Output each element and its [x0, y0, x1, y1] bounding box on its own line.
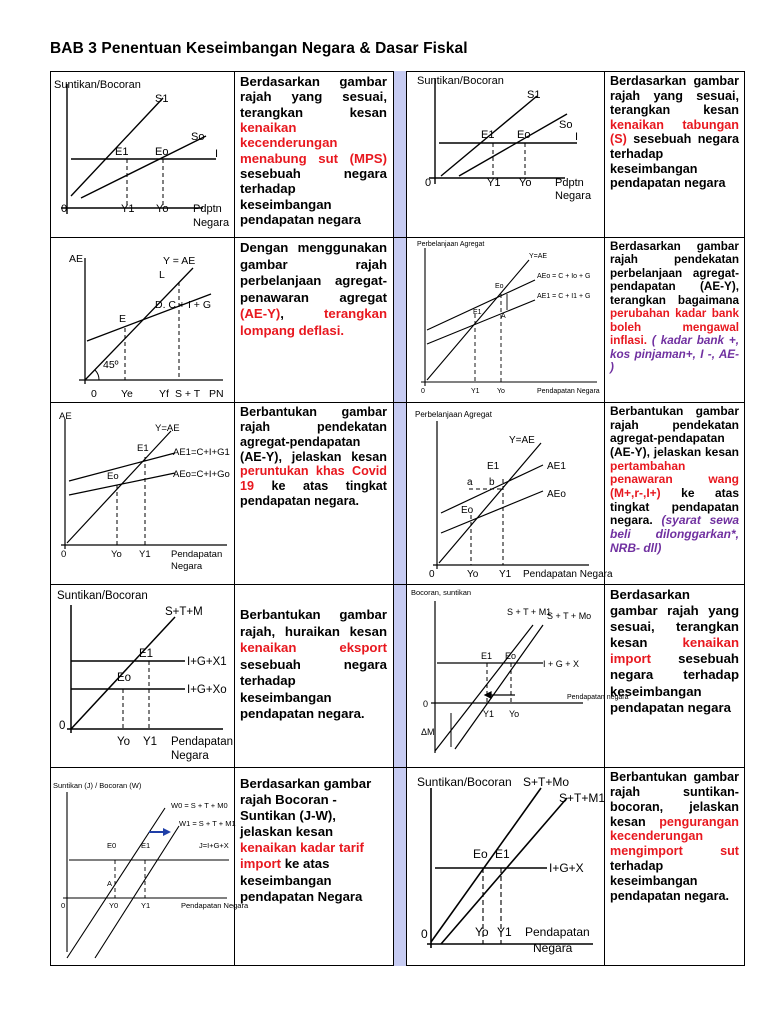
graph-label: 0 [61, 203, 68, 215]
graph-cell-r2-right [407, 238, 604, 402]
graph-label: Eo [517, 129, 531, 141]
graph-cell-r3-left [51, 403, 234, 584]
graph-label: b [489, 477, 495, 488]
graph-label: I [575, 131, 579, 143]
graph-label: Negara [555, 190, 592, 202]
graph-label: Perbelanjaan Agregat [415, 410, 492, 419]
graph-label: Eo [505, 651, 517, 661]
graph-label: Eo [495, 283, 504, 290]
graph-label: W1 = S + T + M1 [179, 819, 236, 828]
graph-label: Yo [467, 569, 479, 580]
graph-label: 0 [425, 177, 432, 189]
graph-label: E1 [139, 648, 154, 660]
graph-label: AEo=C+I+Go [173, 469, 230, 480]
question-text-r2-right: Berdasarkan gambar rajah pendekatan perbelanjaan agregat-pendapatan (AE-Y), terangkan bagaimana perubahan kadar bank boleh mengawal inflasi. ( kadar bank +, kos pinjaman+, I -, AE- ) [610, 240, 739, 375]
graph-label: Y1 [499, 569, 512, 580]
graph-label: J=I+G+X [199, 841, 229, 850]
graph-label: S+T+M [165, 606, 203, 618]
question-text-r4-left: Berbantukan gambar rajah, huraikan kesan kenaikan eksport sesebuah negara terhadap keseimbangan pendapatan negara. [240, 607, 387, 721]
graph-label: Pendapatan [525, 925, 590, 939]
graph-label: L [159, 269, 165, 281]
graph-label: AE [69, 253, 84, 265]
graph-label: E0 [107, 841, 117, 850]
graph-label: Yo [117, 736, 131, 748]
graph-cell-r5-right [407, 768, 604, 966]
aggregate-expenditure-graph [407, 403, 613, 584]
graph-cell-r2-left [51, 238, 234, 402]
graph-label: I+G+Xo [187, 684, 227, 696]
graph-label: I+G+X [549, 861, 584, 875]
graph-label: PN [209, 388, 224, 400]
question-text-r4-right: Berdasarkan gambar rajah yang sesuai, terangkan kesan kenaikan import sesebuah negara terhadap keseimbangan pendapatan negara [610, 587, 739, 715]
injection-leakage-graph [407, 72, 604, 237]
graph-label: AEo = C + Io + G [537, 273, 591, 280]
aggregate-expenditure-graph [51, 403, 234, 584]
graph-cell-r4-right [407, 585, 629, 767]
aggregate-expenditure-graph [51, 238, 234, 402]
graph-label: Eo [473, 847, 488, 861]
injection-leakage-graph [51, 72, 234, 237]
graph-label: Negara [533, 941, 573, 955]
graph-label: Ye [121, 388, 133, 400]
graph-label: Pendapatan Negara [181, 901, 249, 910]
graph-label: Suntikan (J) / Bocoran (W) [53, 781, 142, 790]
graph-label: Pendapatan Negara [537, 388, 600, 395]
graph-cell-r3-right [407, 403, 613, 584]
graph-cell-r1-right [407, 72, 604, 237]
graph-label: Yo [111, 549, 122, 560]
graph-label: S + T + M1 [507, 607, 552, 617]
graph-label: Pendapatan negara [567, 694, 629, 701]
graph-label: Bocoran, suntikan [411, 588, 472, 597]
graph-label: E1 [141, 841, 151, 850]
graph-label: 0 [421, 927, 428, 941]
graph-label: Eo [117, 672, 132, 684]
graph-cell-r4-left [51, 585, 234, 767]
graph-label: Y1 [487, 177, 501, 189]
graph-label: Y1 [139, 549, 151, 560]
graph-label: a [467, 477, 473, 488]
injection-leakage-graph [51, 768, 249, 966]
aggregate-expenditure-graph [407, 238, 604, 402]
graph-label: S+T+Mo [523, 775, 570, 789]
graph-label: E1 [137, 443, 149, 454]
graph-label: Y1 [143, 736, 158, 748]
graph-label: Y=AE [529, 253, 548, 260]
graph-label: 0 [423, 699, 429, 709]
graph-label: Suntikan/Bocoran [57, 590, 148, 602]
graph-label: Yo [519, 177, 532, 189]
question-text-r2-left: Dengan menggunakan gambar rajah perbelanjaan agregat-penawaran agregat (AE-Y), terangkan lompang deflasi. [240, 240, 387, 338]
question-text-r5-right: Berbantukan gambar rajah suntikan-bocoran, jelaskan kesan pengurangan kecenderungan mengimport sut terhadap keseimbangan pendapatan negara. [610, 770, 739, 903]
graph-label: 0 [59, 720, 66, 732]
graph-label: Y1 [497, 925, 512, 939]
graph-label: AE1 [547, 461, 566, 472]
graph-label: Y1 [141, 901, 151, 910]
graph-label: S1 [527, 89, 541, 101]
graph-label: S+T+M1 [559, 791, 606, 805]
graph-label: E1 [487, 461, 500, 472]
graph-label: E1 [115, 146, 129, 158]
graph-label: A [107, 879, 113, 888]
graph-label: I [215, 148, 219, 160]
graph-label: Y0 [109, 901, 119, 910]
graph-label: E1 [481, 129, 495, 141]
graph-ylabel: Suntikan/Bocoran [54, 79, 141, 91]
graph-label: AE1 = C + I1 + G [537, 293, 591, 300]
graph-label: S + T [175, 388, 201, 400]
graph-label: Y1 [121, 203, 135, 215]
graph-label: AE1=C+I+G1 [173, 447, 230, 458]
graph-label: 0 [91, 388, 97, 400]
graph-label: Y=AE [509, 435, 535, 446]
graph-label: 45º [103, 359, 119, 371]
graph-label: Y1 [483, 709, 495, 719]
graph-label: A [501, 313, 506, 320]
page-title: BAB 3 Penentuan Keseimbangan Negara & Dasar Fiskal [50, 40, 468, 57]
graph-label: 0 [61, 901, 66, 910]
graph-label: Yo [497, 388, 505, 395]
graph-label: Pdptn [555, 177, 584, 189]
question-text-r1-right: Berdasarkan gambar rajah yang sesuai, terangkan kesan kenaikan tabungan (S) sesebuah negara terhadap keseimbangan pendapatan negara [610, 74, 739, 191]
graph-label: S1 [155, 93, 169, 105]
graph-cell-r5-left [51, 768, 249, 966]
graph-label: I + G + X [543, 659, 580, 669]
graph-label: Yo [475, 925, 489, 939]
question-text-r1-left: Berdasarkan gambar rajah yang sesuai, terangkan kesan kenaikan kecenderungan menabung sut (MPS) sesebuah negara terhadap keseimbangan pendapatan negara [240, 74, 387, 227]
graph-label: Yf [159, 388, 169, 400]
injection-leakage-graph [407, 585, 629, 767]
question-text-r3-right: Berbantukan gambar rajah pendekatan agregat-pendapatan (AE-Y), jelaskan kesan pertambahan penawaran wang (M+,r-,I+) ke atas tingkat pendapatan negara. (syarat sewa beli dilonggarkan*, NRB- dll) [610, 404, 739, 555]
center-strip [393, 71, 407, 966]
graph-label: Eo [107, 471, 119, 482]
graph-label: Negara [193, 217, 230, 229]
graph-label: Y=AE [155, 423, 180, 434]
graph-label: W0 = S + T + M0 [171, 801, 228, 810]
graph-label: Yo [156, 203, 169, 215]
graph-label: Suntikan/Bocoran [417, 775, 512, 789]
graph-label: E1 [473, 309, 482, 316]
graph-label: Pendapatan [171, 736, 234, 748]
graph-label: S + T + Mo [547, 611, 592, 621]
graph-label: So [191, 131, 205, 143]
graph-label: Pdptn [193, 203, 222, 215]
graph-label: Negara [171, 750, 209, 762]
graph-label: Yo [509, 709, 520, 719]
question-text-r3-left: Berbantukan gambar rajah pendekatan agregat-pendapatan (AE-Y), jelaskan kesan peruntukan khas Covid 19 ke atas tingkat pendapatan negara. [240, 405, 387, 509]
injection-leakage-graph [51, 585, 234, 767]
graph-label: Perbelanjaan Agregat [417, 241, 485, 248]
graph-label: AE [59, 411, 72, 422]
graph-label: ΔM [421, 727, 435, 737]
graph-label: Eo [155, 146, 169, 158]
graph-label: Eo [461, 505, 474, 516]
graph-label: Y = AE [163, 255, 196, 267]
graph-label: 0 [429, 569, 435, 580]
graph-label: E [119, 313, 127, 325]
graph-label: D. C + I + G [155, 299, 212, 311]
graph-label: Y1 [471, 388, 480, 395]
graph-label: 0 [421, 388, 425, 395]
graph-label: Negara [171, 561, 203, 572]
graph-label: AEo [547, 489, 566, 500]
graph-label: 0 [61, 549, 67, 560]
graph-label: I+G+X1 [187, 656, 227, 668]
graph-label: So [559, 119, 573, 131]
question-text-r5-left: Berdasarkan gambar rajah Bocoran - Suntikan (J-W), jelaskan kesan kenaikan kadar tarif import ke atas keseimbangan pendapatan Negara [240, 776, 372, 904]
graph-cell-r1-left [51, 72, 234, 237]
injection-leakage-graph [407, 768, 604, 966]
graph-label: E1 [495, 847, 510, 861]
graph-label: Pendapatan [171, 549, 223, 560]
graph-label: Suntikan/Bocoran [417, 75, 504, 87]
graph-label: Pendapatan Negara [523, 569, 613, 580]
graph-label: E1 [481, 651, 493, 661]
